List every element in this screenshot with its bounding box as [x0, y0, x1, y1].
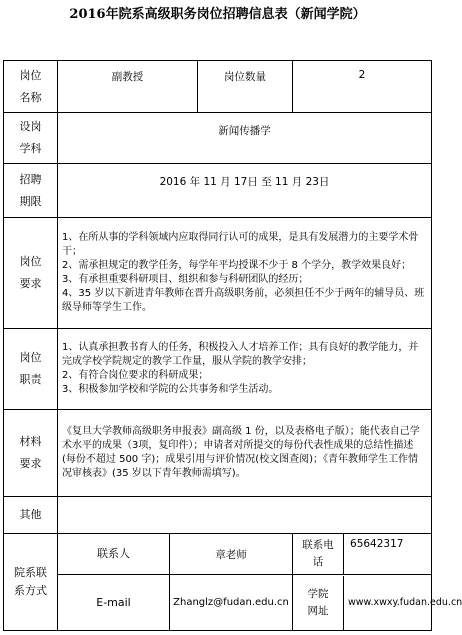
contact-label: 院系联系方式 [4, 534, 58, 631]
other-value [58, 496, 432, 533]
website-value[interactable]: www.xwxy.fudan.edu.cn [348, 597, 462, 609]
discipline-value: 新闻传播学 [58, 113, 432, 163]
position-row [4, 61, 432, 113]
position-value: 副教授 [58, 61, 198, 113]
position-count-label: 岗位数量 [198, 61, 293, 113]
contact-phone-value: 65642317 [350, 538, 404, 551]
requirements-content [58, 218, 432, 329]
requirement-item: 3、有承担重要科研项目、组织和参与科研团队的经历； [62, 274, 309, 286]
duties-row [4, 329, 432, 410]
contact-row-1 [4, 534, 432, 575]
duty-item: 1、认真承担教书育人的任务，积极投入人才培养工作；具有良好的教学能力，并完成学校学院规定的教学工作量，服从学院的教学安排； [62, 342, 419, 368]
contact-person-label: 联系人 [58, 534, 170, 575]
email-label: E-mail [58, 575, 170, 631]
website-label: 学院网址 [293, 576, 344, 630]
other-label: 其他 [4, 496, 58, 533]
page-title: 2016年院系高级职务岗位招聘信息表（新闻学院） [69, 7, 366, 22]
position-label: 岗位名称 [4, 61, 58, 113]
materials-label: 材料要求 [4, 410, 58, 497]
contact-phone-inner [293, 534, 431, 574]
requirement-item: 1、在所从事的学科领域内应取得同行认可的成果，是具有发展潜力的主要学术骨干； [62, 232, 419, 258]
materials-text: 《复旦大学教师高级职务申报表》副高级 1 份，以及表格电子版）；能代表自己学术水平的成果（3项，复印件）；申请者对所提交的每份代表性成果的总结性描述(每份不超过 500 字)；成果引用与评价情况(校文图查阅)；《青年教师学生工作情况审核表》(35 岁以下青年教师需填写)。 [62, 425, 420, 479]
period-value: 2016 年 11 月 17日 至 11 月 23日 [58, 163, 432, 217]
discipline-row [4, 113, 432, 163]
contact-person-value: 章老师 [170, 534, 293, 575]
requirements-label: 岗位要求 [4, 218, 58, 329]
requirements-row [4, 218, 432, 329]
contact-phone-label: 联系电话 [293, 534, 344, 574]
position-count-value: 2 [293, 61, 432, 113]
website-inner [293, 576, 462, 630]
duties-label: 岗位职责 [4, 329, 58, 410]
duty-item: 2、有符合岗位要求的科研成果； [62, 370, 209, 382]
website-cell [293, 575, 462, 631]
contact-row-2 [4, 575, 432, 631]
requirement-item: 2、需承担规定的教学任务，每学年平均授课不少于 8 个学分，教学效果良好； [62, 260, 412, 272]
contact-phone-cell [293, 534, 432, 575]
duties-content [58, 329, 432, 410]
period-label: 招聘期限 [4, 163, 58, 217]
materials-content [58, 410, 432, 497]
requirement-item: 4、35 岁以下新进青年教师在晋升高级职务前，必须担任不少于两年的辅导员、班级导师等学生工作。 [62, 288, 425, 314]
discipline-label: 设岗学科 [4, 113, 58, 163]
recruitment-info-table [3, 60, 462, 631]
duty-item: 3、积极参加学校和学院的公共事务和学生活动。 [62, 384, 279, 396]
materials-row [4, 410, 432, 497]
other-row [4, 496, 432, 533]
email-value[interactable]: Zhanglz@fudan.edu.cn [170, 575, 293, 631]
period-row [4, 163, 432, 217]
